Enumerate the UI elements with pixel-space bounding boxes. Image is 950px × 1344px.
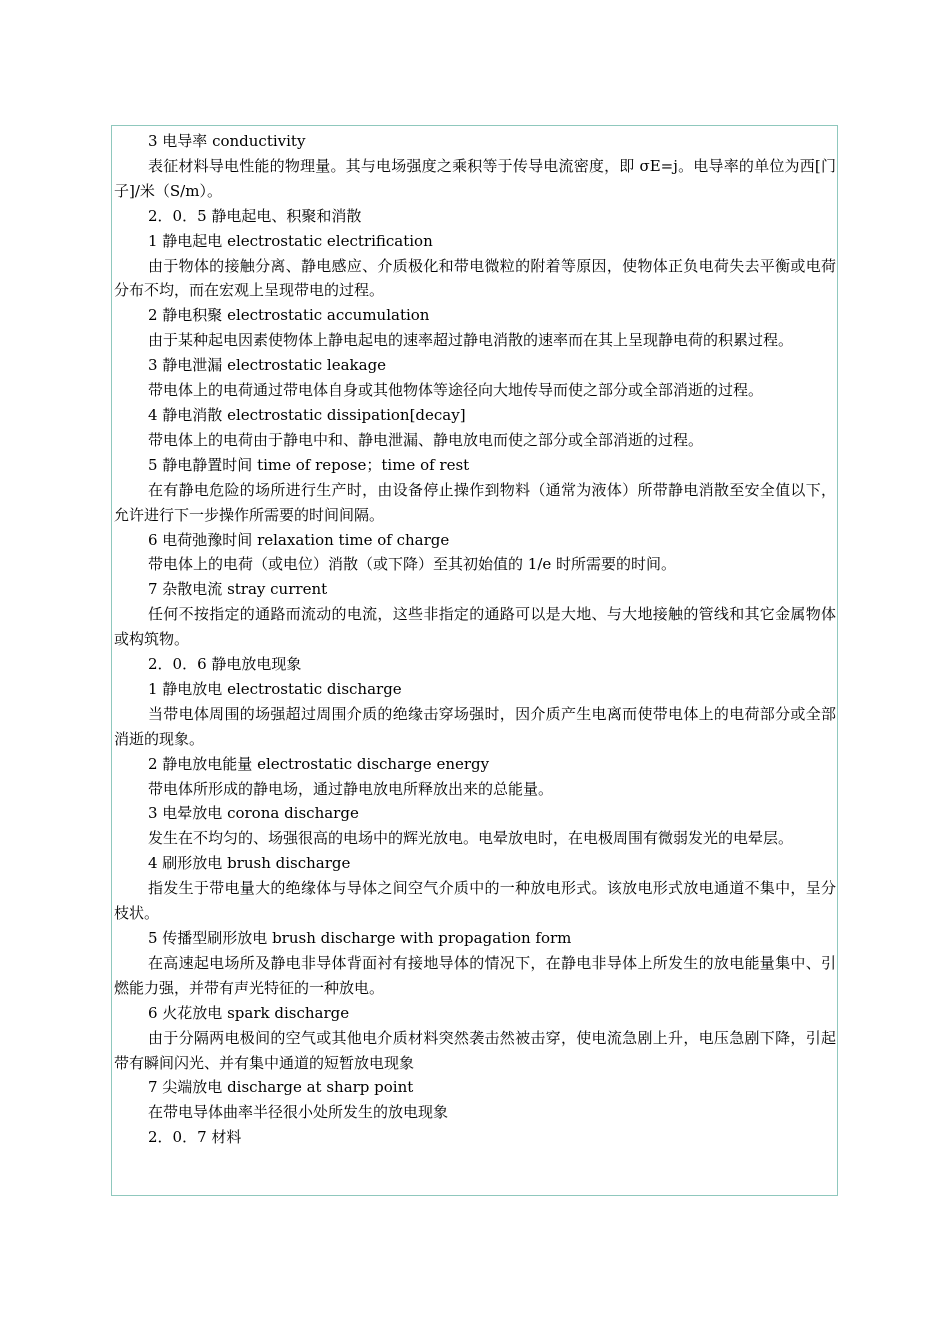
term-heading: 1 静电放电 electrostatic discharge [148, 679, 402, 698]
definition-paragraph: 由于物体的接触分离、静电感应、介质极化和带电微粒的附着等原因，使物体正负电荷失去平衡或电荷分布不均，而在宏观上呈现带电的过程。 [114, 256, 836, 300]
term-heading: 7 杂散电流 stray current [148, 580, 328, 599]
definition-paragraph: 任何不按指定的通路而流动的电流，这些非指定的通路可以是大地、与大地接触的管线和其它金属物体或构筑物。 [114, 605, 836, 649]
definition-paragraph: 在有静电危险的场所进行生产时，由设备停止操作到物料（通常为液体）所带静电消散至安全值以下，允许进行下一步操作所需要的时间间隔。 [114, 480, 836, 524]
definition-paragraph: 带电体上的电荷通过带电体自身或其他物体等途径向大地传导而使之部分或全部消逝的过程。 [148, 381, 764, 400]
definition-paragraph: 发生在不均匀的、场强很高的电场中的辉光放电。电晕放电时，在电极周围有微弱发光的电晕层。 [148, 829, 794, 848]
term-heading: 6 火花放电 spark discharge [148, 1003, 350, 1022]
section-heading: 2．0．7 材料 [148, 1128, 242, 1147]
definition-paragraph: 在高速起电场所及静电非导体背面衬有接地导体的情况下，在静电非导体上所发生的放电能量集中、引燃能力强，并带有声光特征的一种放电。 [114, 953, 836, 997]
term-heading: 3 电导率 conductivity [148, 132, 306, 150]
term-heading: 4 静电消散 electrostatic dissipation[decay] [148, 405, 466, 424]
term-heading: 3 静电泄漏 electrostatic leakage [148, 356, 387, 375]
definition-paragraph: 当带电体周围的场强超过周围介质的绝缘击穿场强时，因介质产生电离而使带电体上的电荷部分或全部消逝的现象。 [114, 704, 836, 748]
term-heading: 4 刷形放电 brush discharge [148, 854, 351, 873]
term-heading: 3 电晕放电 corona discharge [148, 804, 359, 823]
definition-paragraph: 带电体上的电荷（或电位）消散（或下降）至其初始值的 1/e 时所需要的时间。 [148, 555, 677, 574]
definition-paragraph: 指发生于带电量大的绝缘体与导体之间空气介质中的一种放电形式。该放电形式放电通道不集中，呈分枝状。 [114, 879, 836, 923]
term-heading: 2 静电放电能量 electrostatic discharge energy [148, 754, 490, 773]
section-heading: 2．0．5 静电起电、积聚和消散 [148, 206, 362, 225]
term-heading: 6 电荷弛豫时间 relaxation time of charge [148, 530, 450, 549]
definition-paragraph: 表征材料导电性能的物理量。其与电场强度之乘积等于传导电流密度，即 σE=j。电导率的单位为西[门子]/米（S/m）。 [114, 156, 836, 200]
term-heading: 5 静电静置时间 time of repose；time of rest [148, 455, 470, 474]
section-heading: 2．0．6 静电放电现象 [148, 655, 302, 674]
definition-paragraph: 在带电导体曲率半径很小处所发生的放电现象 [148, 1103, 449, 1122]
definition-paragraph: 带电体所形成的静电场，通过静电放电所释放出来的总能量。 [148, 779, 554, 798]
term-heading: 7 尖端放电 discharge at sharp point [148, 1078, 414, 1097]
term-heading: 5 传播型刷形放电 brush discharge with propagation form [148, 929, 572, 947]
term-heading: 2 静电积聚 electrostatic accumulation [148, 306, 430, 325]
term-heading: 1 静电起电 electrostatic electrification [148, 231, 433, 250]
definition-paragraph: 带电体上的电荷由于静电中和、静电泄漏、静电放电而使之部分或全部消逝的过程。 [148, 430, 704, 449]
definition-paragraph: 由于分隔两电极间的空气或其他电介质材料突然袭击然被击穿，使电流急剧上升，电压急剧下降，引起带有瞬间闪光、并有集中通道的短暂放电现象 [114, 1028, 836, 1072]
definition-paragraph: 由于某种起电因素使物体上静电起电的速率超过静电消散的速率而在其上呈现静电荷的积累过程。 [148, 331, 794, 350]
document-frame [111, 125, 838, 1196]
